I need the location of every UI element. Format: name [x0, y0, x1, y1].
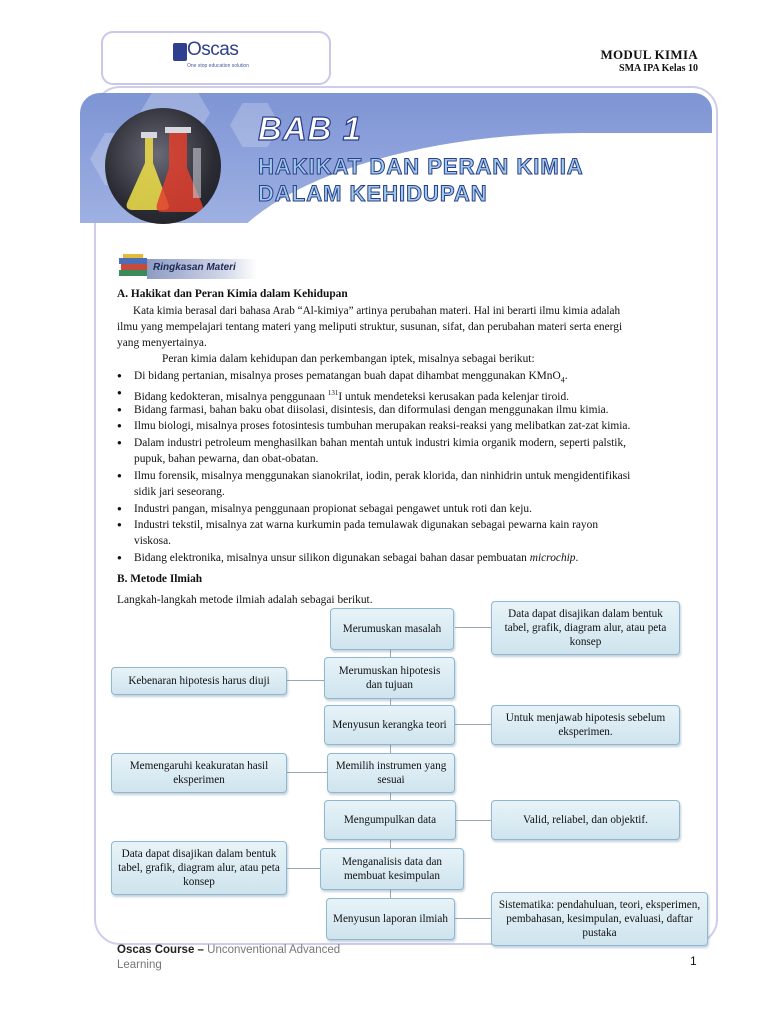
connector-line — [287, 680, 324, 681]
flow-note-box: Data dapat disajikan dalam bentuk tabel, grafik, diagram alur, atau peta konsep — [111, 841, 287, 895]
bullet-dot: ● — [117, 520, 122, 529]
flow-note-box: Data dapat disajikan dalam bentuk tabel, grafik, diagram alur, atau peta konsep — [491, 601, 680, 655]
chapter-number: BAB 1 — [258, 110, 363, 147]
section-b-heading: B. Metode Ilmiah — [117, 573, 203, 585]
section-a-para1-line3: yang menyertainya. — [117, 337, 207, 349]
module-title: MODUL KIMIA — [600, 47, 698, 62]
flow-note-box: Untuk menjawab hipotesis sebelum eksperimen. — [491, 705, 680, 745]
bullet-dot: ● — [117, 438, 122, 447]
bullet-item-cont: pupuk, bahan pewarna, dan obat-obatan. — [134, 453, 319, 465]
bullet-dot: ● — [117, 504, 122, 513]
bullet-item: Ilmu biologi, misalnya proses fotosintesis tumbuhan merupakan reaksi-reaksi yang melibatkan zat-zat kimia. — [134, 420, 631, 432]
bullet-item: Di bidang pertanian, misalnya proses pematangan buah dapat dihambat menggunakan KMnO$_4$. — [134, 370, 568, 385]
chapter-title — [258, 153, 584, 207]
flow-note-box: Sistematika: pendahuluan, teori, eksperimen, pembahasan, kesimpulan, evaluasi, daftar pustaka — [491, 892, 708, 946]
bullet-dot: ● — [117, 388, 122, 397]
flow-step-box: Merumuskan hipotesis dan tujuan — [324, 657, 455, 699]
logo-box — [101, 31, 331, 85]
connector-line — [287, 772, 327, 773]
bullet-item: Bidang elektronika, misalnya unsur silikon digunakan sebagai bahan dasar pembuatan microchip. — [134, 552, 579, 564]
bullet-item: Industri pangan, misalnya penggunaan propionat sebagai pengawet untuk roti dan keju. — [134, 503, 532, 515]
summary-badge — [117, 252, 257, 282]
module-subtitle: SMA IPA Kelas 10 — [619, 63, 698, 74]
bullet-item: Bidang farmasi, bahan baku obat diisolasi, disintesis, dan diformulasi dengan menggunakan ilmu kimia. — [134, 404, 609, 416]
flow-step-box: Menyusun kerangka teori — [324, 705, 455, 745]
chapter-title-line2: DALAM KEHIDUPAN — [258, 181, 488, 206]
logo-icon — [173, 43, 187, 61]
bullet-item-cont: sidik jari seseorang. — [134, 486, 225, 498]
flow-step-box: Menyusun laporan ilmiah — [326, 898, 455, 940]
section-a-para1-line2: ilmu yang mempelajari tentang materi yang meliputi struktur, susunan, sifat, dan perubahan materi serta energi — [117, 321, 623, 333]
bullet-item-cont: viskosa. — [134, 535, 172, 547]
logo-tagline: One stop education solution — [187, 63, 249, 69]
bullet-dot: ● — [117, 553, 122, 562]
page-number: 1 — [690, 954, 697, 968]
section-b-intro: Langkah-langkah metode ilmiah adalah sebagai berikut. — [117, 594, 373, 606]
books-icon — [117, 252, 151, 282]
bullet-dot: ● — [117, 421, 122, 430]
bullet-item: Dalam industri petroleum menghasilkan bahan mentah untuk industri kimia organik modern, seperti palstik, — [134, 437, 627, 449]
flow-step-box: Memilih instrumen yang sesuai — [327, 753, 455, 793]
bullet-item: Ilmu forensik, misalnya menggunakan sianokrilat, iodin, perak klorida, dan ninhidrin untuk mengidentifikasi — [134, 470, 631, 482]
section-a-para1-line1: Kata kimia berasal dari bahasa Arab “Al-kimiya” artinya perubahan materi. Hal ini berarti ilmu kimia adalah — [133, 305, 621, 317]
bullet-dot: ● — [117, 471, 122, 480]
section-a-heading: A. Hakikat dan Peran Kimia dalam Kehidupan — [117, 288, 348, 300]
bullet-dot: ● — [117, 371, 122, 380]
bullet-item: Bidang kedokteran, misalnya penggunaan $^{131}$I untuk mendeteksi kerusakan pada kelenjar tiroid. — [134, 389, 569, 403]
connector-line — [455, 627, 491, 628]
footer-brand: Oscas Course – Unconventional Advanced Learning — [117, 944, 341, 971]
chapter-title-line1: HAKIKAT DAN PERAN KIMIA — [258, 154, 584, 179]
connector-line — [287, 868, 320, 869]
flow-step-box: Mengumpulkan data — [324, 800, 456, 840]
flow-step-box: Merumuskan masalah — [330, 608, 454, 650]
summary-badge-label: Ringkasan Materi — [153, 262, 236, 273]
lab-glassware-image — [105, 108, 221, 224]
bullet-dot: ● — [117, 405, 122, 414]
flow-step-box: Menganalisis data dan membuat kesimpulan — [320, 848, 464, 890]
connector-line — [455, 918, 491, 919]
logo-name: Oscas — [187, 39, 239, 60]
bullet-item: Industri tekstil, misalnya zat warna kurkumin pada temulawak digunakan sebagai pewarna kain rayon — [134, 519, 599, 531]
flow-note-box: Memengaruhi keakuratan hasil eksperimen — [111, 753, 287, 793]
connector-line — [456, 820, 491, 821]
flow-note-box: Valid, reliabel, dan objektif. — [491, 800, 680, 840]
flow-note-box: Kebenaran hipotesis harus diuji — [111, 667, 287, 695]
connector-line — [455, 724, 491, 725]
section-a-para2: Peran kimia dalam kehidupan dan perkembangan iptek, misalnya sebagai berikut: — [162, 353, 535, 365]
